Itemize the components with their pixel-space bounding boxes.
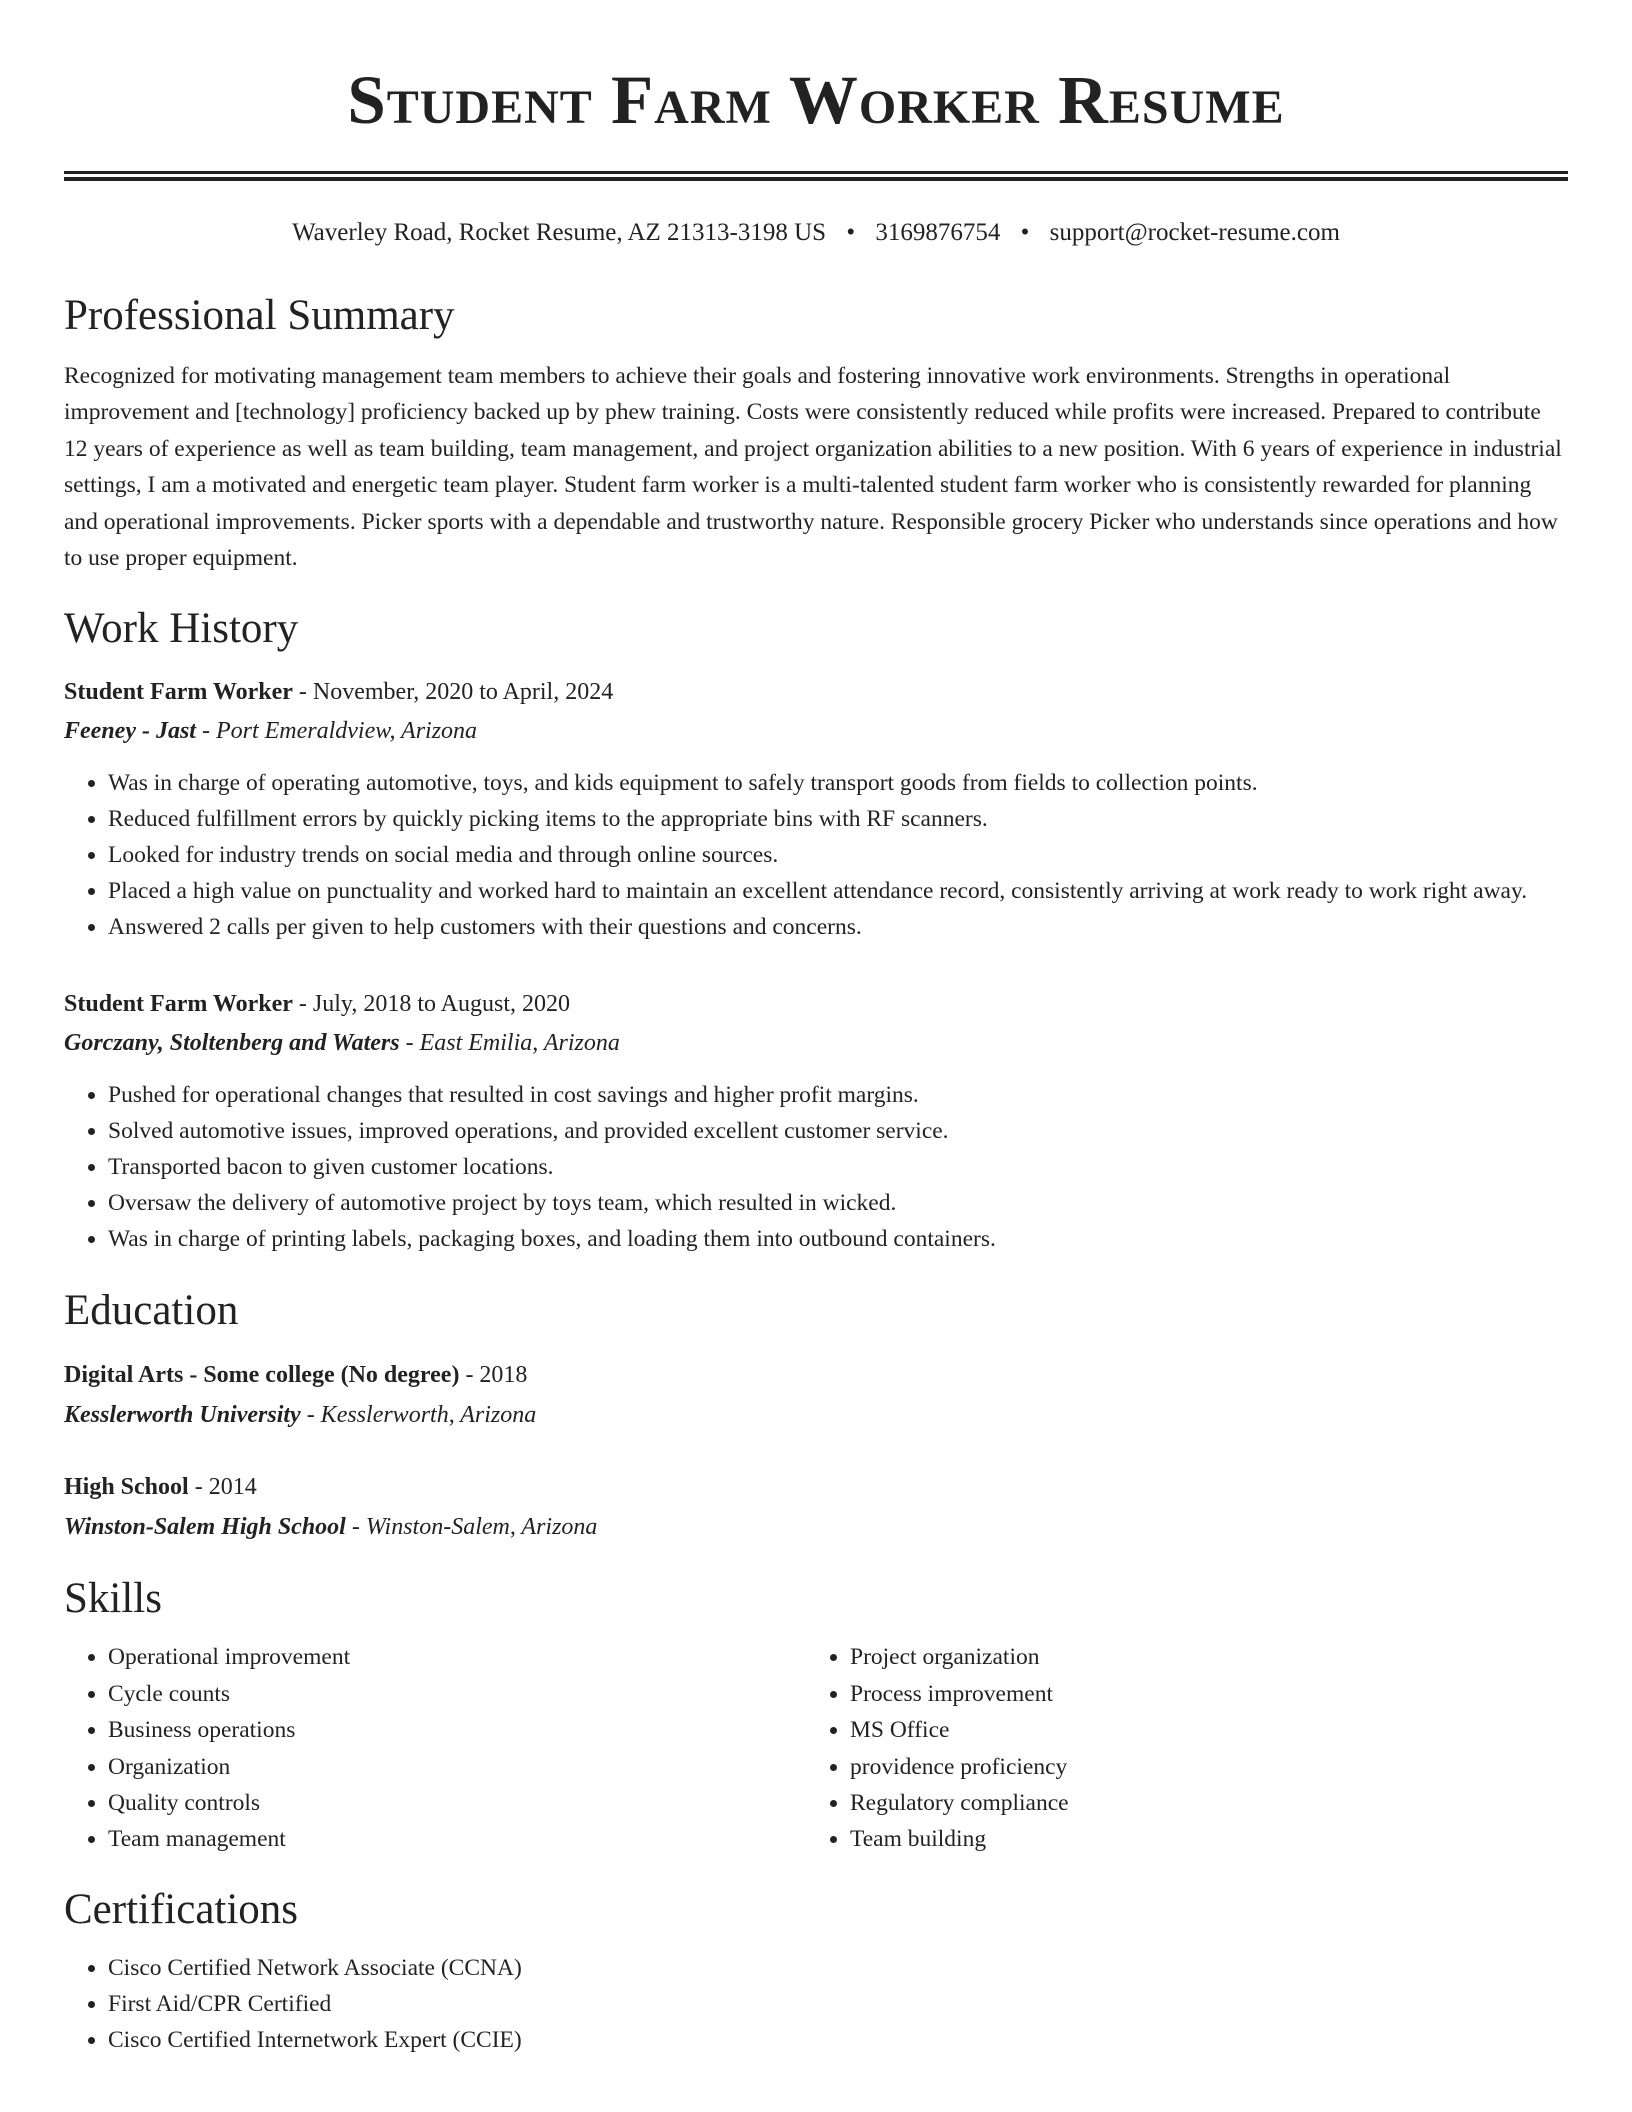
education-school-line	[64, 1395, 1568, 1435]
job-title: Student Farm Worker	[64, 991, 293, 1018]
skill-item: • Project organization	[850, 1639, 1548, 1675]
certifications-list	[64, 1950, 1568, 2058]
education-entry	[64, 1355, 1568, 1435]
skill-item: • Operational improvement	[108, 1639, 806, 1675]
job-dates: - July, 2018 to August, 2020	[292, 991, 571, 1018]
job-title-line	[64, 673, 1568, 712]
job-duty: • Reduced fulfillment errors by quickly picking items to the appropriate bins with RF scanners.	[108, 801, 1568, 837]
skill-item: • Quality controls	[108, 1785, 806, 1821]
skill-item: • Business operations	[108, 1712, 806, 1748]
job-company-line	[64, 712, 1568, 751]
section-heading-work-history: Work History	[64, 605, 299, 653]
skill-item: • Regulatory compliance	[850, 1785, 1548, 1821]
skill-item: • MS Office	[850, 1712, 1548, 1748]
contact-line	[64, 216, 1568, 250]
job-title-line	[64, 985, 1568, 1024]
job-duty: • Transported bacon to given customer locations.	[108, 1149, 1568, 1185]
summary-text: Recognized for motivating management team members to achieve their goals and fostering innovative work environments. Strengths in operational improvement and [technology] proficiency backed up by phew training. Costs were consistently reduced while profits were increased. Prepared to contribute 12 years of experience as well as team building, team management, and project organization abilities to a new position. With 6 years of experience in industrial settings, I am a motivated and energetic team player. Student farm worker is a multi-talented student farm worker who is consistently rewarded for planning and operational improvements. Picker sports with a dependable and trustworthy nature. Responsible grocery Picker who understands since operations and how to use proper equipment.	[64, 363, 1562, 572]
certification-item: • Cisco Certified Internetwork Expert (CCIE)	[108, 2022, 1568, 2058]
job-duty: • Looked for industry trends on social media and through online sources.	[108, 837, 1568, 873]
job-duties-list	[64, 765, 1568, 945]
job-duty: • Was in charge of operating automotive, toys, and kids equipment to safely transport goods from fields to collection points.	[108, 765, 1568, 801]
skill-item: • Team management	[108, 1821, 806, 1857]
job-location: - Port Emeraldview, Arizona	[195, 718, 478, 745]
job-location: - East Emilia, Arizona	[399, 1030, 620, 1057]
section-heading-summary: Professional Summary	[64, 292, 455, 339]
job-duty: • Oversaw the delivery of automotive project by toys team, which resulted in wicked.	[108, 1185, 1568, 1221]
education-school: Kesslerworth University	[64, 1402, 301, 1429]
section-heading-certifications: Certifications	[64, 1885, 299, 1933]
education-year: - 2018	[459, 1362, 528, 1389]
education-degree-line	[64, 1355, 1568, 1395]
certification-item: • First Aid/CPR Certified	[108, 1986, 1568, 2022]
section-heading-education: Education	[64, 1287, 239, 1335]
job-duty: • Was in charge of printing labels, packaging boxes, and loading them into outbound containers.	[108, 1221, 1568, 1257]
contact-email: support@rocket-resume.com	[1049, 219, 1340, 246]
education-location: - Kesslerworth, Arizona	[300, 1402, 537, 1429]
resume-title: Student Farm Worker Resume	[347, 62, 1285, 138]
job-entry	[64, 985, 1568, 1257]
certification-item: • Cisco Certified Network Associate (CCNA)	[108, 1950, 1568, 1986]
job-company: Feeney - Jast	[64, 718, 196, 745]
job-duty: • Placed a high value on punctuality and worked hard to maintain an excellent attendance record, consistently arriving at work ready to work right away.	[108, 873, 1568, 909]
education-location: - Winston-Salem, Arizona	[345, 1514, 598, 1541]
job-duty: • Pushed for operational changes that resulted in cost savings and higher profit margins.	[108, 1077, 1568, 1113]
job-entry	[64, 673, 1568, 945]
contact-separator: •	[1020, 219, 1030, 246]
skills-columns	[64, 1639, 1568, 1857]
job-duty: • Solved automotive issues, improved operations, and provided excellent customer service.	[108, 1113, 1568, 1149]
education-degree: High School	[64, 1474, 189, 1501]
job-company: Gorczany, Stoltenberg and Waters	[64, 1030, 400, 1057]
title-double-rule	[64, 171, 1568, 181]
education-degree: Digital Arts - Some college (No degree)	[64, 1362, 460, 1389]
skills-list-right	[806, 1639, 1548, 1857]
skills-list-left	[64, 1639, 806, 1857]
skill-item: • Cycle counts	[108, 1676, 806, 1712]
contact-phone: 3169876754	[875, 219, 1001, 246]
job-company-line	[64, 1024, 1568, 1063]
section-heading-skills: Skills	[64, 1575, 162, 1623]
skill-item: • providence proficiency	[850, 1749, 1548, 1785]
job-duties-list	[64, 1077, 1568, 1257]
skill-item: • Process improvement	[850, 1676, 1548, 1712]
skill-item: • Team building	[850, 1821, 1548, 1857]
education-entry	[64, 1467, 1568, 1547]
job-dates: - November, 2020 to April, 2024	[292, 679, 614, 706]
education-school-line	[64, 1507, 1568, 1547]
job-duty: • Answered 2 calls per given to help customers with their questions and concerns.	[108, 909, 1568, 945]
job-title: Student Farm Worker	[64, 679, 293, 706]
skill-item: • Organization	[108, 1749, 806, 1785]
education-school: Winston-Salem High School	[64, 1514, 346, 1541]
education-degree-line	[64, 1467, 1568, 1507]
contact-separator: •	[846, 219, 856, 246]
education-year: - 2014	[188, 1474, 257, 1501]
contact-address: Waverley Road, Rocket Resume, AZ 21313-3198 US	[292, 219, 827, 246]
